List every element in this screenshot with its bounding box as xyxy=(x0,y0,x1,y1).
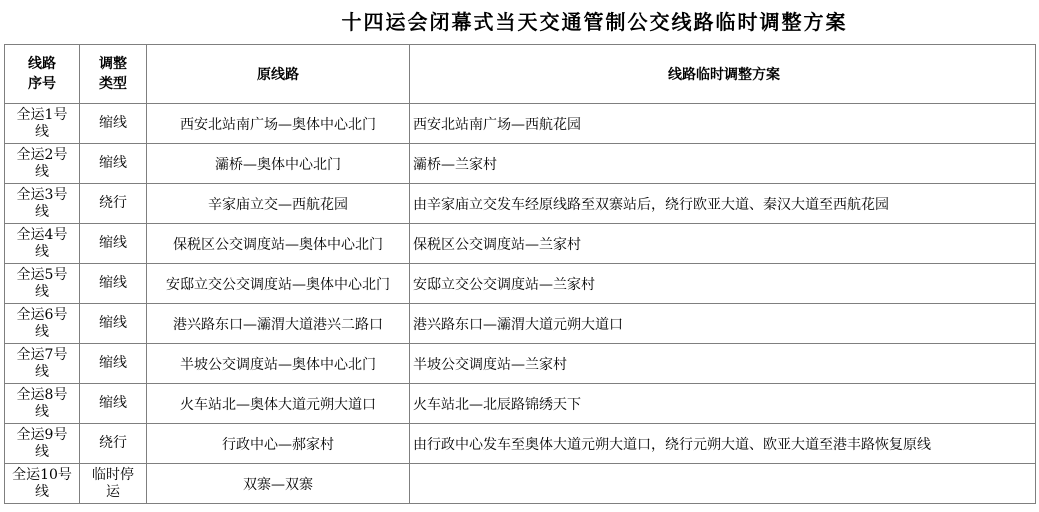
line-no-cell: 全运8号 线 xyxy=(5,384,80,424)
table-row xyxy=(5,104,1036,144)
type-cell: 缩线 xyxy=(80,144,147,184)
line-no-cell: 全运7号 线 xyxy=(5,344,80,384)
line-no-cell: 全运9号 线 xyxy=(5,424,80,464)
type-cell: 缩线 xyxy=(80,304,147,344)
original-route-cell: 火车站北—奥体大道元朔大道口 xyxy=(147,384,410,424)
original-route-cell: 双寨—双寨 xyxy=(147,464,410,504)
plan-cell: 安邸立交公交调度站—兰家村 xyxy=(410,264,1036,304)
page-title: 十四运会闭幕式当天交通管制公交线路临时调整方案 xyxy=(341,10,848,34)
type-cell: 缩线 xyxy=(80,264,147,304)
table-row xyxy=(5,264,1036,304)
header-line-no: 线路 序号 xyxy=(5,45,80,104)
type-cell: 临时停 运 xyxy=(80,464,147,504)
table-row xyxy=(5,384,1036,424)
plan-cell: 由行政中心发车至奥体大道元朔大道口，绕行元朔大道、欧亚大道至港丰路恢复原线 xyxy=(410,424,1036,464)
table-row xyxy=(5,224,1036,264)
type-cell: 绕行 xyxy=(80,184,147,224)
original-route-cell: 安邸立交公交调度站—奥体中心北门 xyxy=(147,264,410,304)
header-type: 调整 类型 xyxy=(80,45,147,104)
original-route-cell: 保税区公交调度站—奥体中心北门 xyxy=(147,224,410,264)
original-route-cell: 港兴路东口—灞渭大道港兴二路口 xyxy=(147,304,410,344)
table-row xyxy=(5,184,1036,224)
plan-cell xyxy=(410,464,1036,504)
original-route-cell: 半坡公交调度站—奥体中心北门 xyxy=(147,344,410,384)
line-no-cell: 全运3号 线 xyxy=(5,184,80,224)
plan-cell: 灞桥—兰家村 xyxy=(410,144,1036,184)
line-no-cell: 全运10号 线 xyxy=(5,464,80,504)
type-cell: 绕行 xyxy=(80,424,147,464)
type-cell: 缩线 xyxy=(80,104,147,144)
line-no-cell: 全运4号 线 xyxy=(5,224,80,264)
line-no-cell: 全运2号 线 xyxy=(5,144,80,184)
original-route-cell: 行政中心—郝家村 xyxy=(147,424,410,464)
plan-cell: 港兴路东口—灞渭大道元朔大道口 xyxy=(410,304,1036,344)
plan-cell: 火车站北—北辰路锦绣天下 xyxy=(410,384,1036,424)
type-cell: 缩线 xyxy=(80,224,147,264)
original-route-cell: 西安北站南广场—奥体中心北门 xyxy=(147,104,410,144)
table-row xyxy=(5,424,1036,464)
header-plan: 线路临时调整方案 xyxy=(410,45,1036,104)
line-no-cell: 全运6号 线 xyxy=(5,304,80,344)
plan-cell: 半坡公交调度站—兰家村 xyxy=(410,344,1036,384)
original-route-cell: 灞桥—奥体中心北门 xyxy=(147,144,410,184)
table-row xyxy=(5,304,1036,344)
table-row xyxy=(5,344,1036,384)
table-row xyxy=(5,144,1036,184)
original-route-cell: 辛家庙立交—西航花园 xyxy=(147,184,410,224)
header-original: 原线路 xyxy=(147,45,410,104)
type-cell: 缩线 xyxy=(80,344,147,384)
plan-cell: 由辛家庙立交发车经原线路至双寨站后，绕行欧亚大道、秦汉大道至西航花园 xyxy=(410,184,1036,224)
table-header-row xyxy=(5,45,1036,104)
table-row xyxy=(5,464,1036,504)
line-no-cell: 全运1号 线 xyxy=(5,104,80,144)
adjustment-table xyxy=(4,44,1036,504)
plan-cell: 西安北站南广场—西航花园 xyxy=(410,104,1036,144)
type-cell: 缩线 xyxy=(80,384,147,424)
plan-cell: 保税区公交调度站—兰家村 xyxy=(410,224,1036,264)
line-no-cell: 全运5号 线 xyxy=(5,264,80,304)
